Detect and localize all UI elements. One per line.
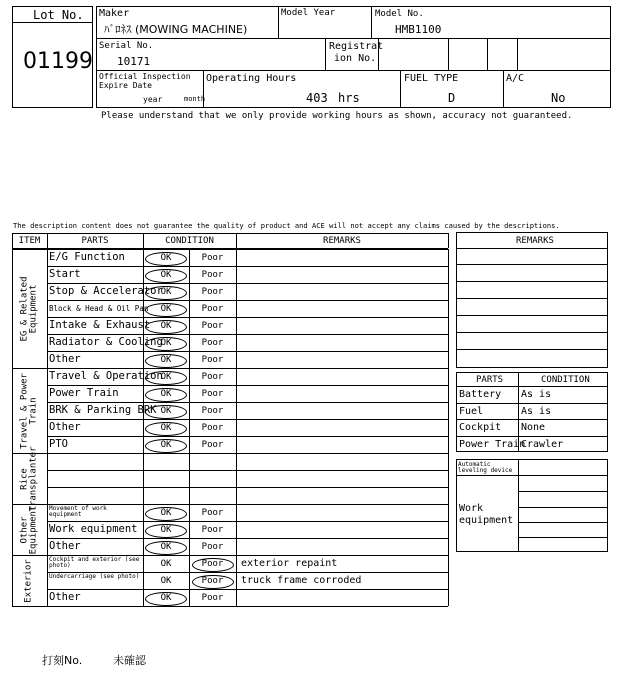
lot-divider — [12, 22, 93, 23]
poor-option: Poor — [201, 576, 224, 586]
parts-row-line — [456, 436, 608, 437]
ok-option: OK — [160, 423, 172, 433]
parts-header: PARTS — [476, 375, 504, 385]
right-remarks-box — [456, 232, 608, 368]
parts-row-condition: As is — [521, 389, 552, 400]
group-col-line — [448, 249, 449, 368]
selected-circle — [145, 337, 187, 351]
ok-option: OK — [160, 338, 172, 348]
part-label: E/G Function — [49, 251, 125, 264]
poor-option: Poor — [201, 338, 224, 348]
poor-option: Poor — [201, 372, 224, 382]
part-label: Other — [49, 591, 81, 604]
model-no-label: Model No. — [375, 9, 424, 19]
poor-option: Poor — [201, 508, 224, 518]
part-label: Movement of work equipment — [49, 505, 107, 519]
fuel-value: D — [448, 91, 456, 105]
group-label: Rice Transplanter — [19, 445, 39, 512]
col-line-modelyear — [278, 6, 279, 38]
ok-option: OK — [160, 253, 172, 263]
group-label: Exterior — [23, 558, 34, 603]
remark-text: truck frame corroded — [241, 574, 362, 586]
parts-row-part: Battery — [459, 389, 502, 400]
col-line-reg-b — [448, 38, 449, 70]
group-col-line — [12, 453, 13, 504]
header-col-line — [143, 233, 144, 248]
col-line-ac — [503, 70, 504, 108]
hours-unit: hrs — [338, 91, 360, 105]
table-row — [47, 351, 448, 368]
ok-option: OK — [160, 440, 172, 450]
model-no-value: HMB1100 — [395, 23, 442, 36]
selected-circle — [145, 405, 187, 419]
month-label: month — [184, 95, 206, 103]
work-line-c — [518, 507, 608, 508]
selected-circle — [192, 558, 234, 572]
ok-option: OK — [160, 355, 172, 365]
table-row — [47, 419, 448, 436]
selected-circle — [145, 422, 187, 436]
right-remarks-line — [456, 264, 608, 265]
group-label: Travel & Power Train — [19, 372, 39, 449]
work-line-b — [518, 491, 608, 492]
poor-option: Poor — [201, 423, 224, 433]
poor-option: Poor — [201, 321, 224, 331]
ok-option: OK — [160, 559, 172, 569]
right-remarks-line — [456, 248, 608, 249]
group-col-line — [448, 504, 449, 555]
work-line-a — [456, 475, 608, 476]
serial-label: Serial No. — [99, 41, 154, 51]
poor-option: Poor — [201, 525, 224, 535]
condition-header: CONDITION — [541, 375, 590, 385]
selected-circle — [145, 269, 187, 283]
poor-option: Poor — [201, 389, 224, 399]
inspection-label-2: Expire Date — [99, 81, 152, 90]
part-label: Undercarriage (see photo) — [49, 573, 140, 580]
poor-option: Poor — [201, 440, 224, 450]
selected-circle — [145, 286, 187, 300]
parts-row-part: Power Train — [459, 438, 526, 450]
serial-value: 10171 — [117, 55, 151, 68]
part-label: PTO — [49, 438, 68, 451]
ok-option: OK — [160, 406, 172, 416]
header-col-line — [448, 233, 449, 248]
hours-notice: Please understand that we only provide working hours as shown, accuracy not guaranteed. — [101, 111, 573, 121]
header-col-line — [12, 233, 13, 248]
selected-circle — [145, 354, 187, 368]
stamp-value: 未確認 — [113, 654, 146, 667]
selected-circle — [145, 388, 187, 402]
part-label: Work equipment — [49, 523, 138, 536]
poor-option: Poor — [201, 406, 224, 416]
part-label: Block & Head & Oil Pan — [49, 303, 149, 313]
right-remarks-line — [456, 349, 608, 350]
table-row — [47, 538, 448, 555]
ok-option: OK — [160, 542, 172, 552]
part-label: Other — [49, 540, 81, 553]
header-col-line — [236, 233, 237, 248]
selected-circle — [145, 320, 187, 334]
group-col-line — [448, 453, 449, 504]
ac-value: No — [551, 91, 566, 105]
right-remarks-line — [456, 332, 608, 333]
inspection-label-1: Official Inspection — [99, 72, 191, 81]
part-label: Travel & Operation — [49, 370, 163, 383]
hours-value: 403 — [306, 91, 328, 105]
selected-circle — [145, 541, 187, 555]
remark-text: exterior repaint — [241, 557, 338, 569]
part-label: Intake & Exhaust — [49, 319, 151, 332]
header-col-line — [47, 233, 48, 248]
selected-circle — [145, 592, 187, 606]
right-remarks-line — [456, 298, 608, 299]
right-remarks-header: REMARKS — [516, 236, 554, 246]
part-label: Power Train — [49, 387, 119, 400]
work-line-e — [518, 537, 608, 538]
table-row — [47, 589, 448, 606]
hours-label: Operating Hours — [206, 73, 297, 84]
group-col-line — [12, 249, 13, 368]
parts-row-condition: None — [521, 422, 546, 433]
selected-circle — [145, 303, 187, 317]
poor-option: Poor — [201, 270, 224, 280]
table-row — [47, 487, 448, 504]
ok-option: OK — [160, 508, 172, 518]
row-line-1 — [96, 38, 611, 39]
selected-circle — [145, 507, 187, 521]
ok-option: OK — [160, 287, 172, 297]
parts-row-condition: As is — [521, 405, 552, 417]
part-label: BRK & Parking BRK — [49, 404, 157, 417]
part-label: Cockpit and exterior (see photo) — [49, 556, 140, 570]
col-line-modelno — [371, 6, 372, 38]
table-row — [47, 470, 448, 487]
table-top-line — [12, 233, 448, 234]
right-remarks-line — [456, 315, 608, 316]
group-label: EG & Related Equipment — [19, 275, 39, 342]
maker-label: Maker — [99, 8, 130, 19]
col-condition-header: CONDITION — [165, 236, 214, 246]
poor-option: Poor — [201, 304, 224, 314]
year-label: year — [143, 95, 163, 104]
group-bottom-line — [12, 606, 448, 607]
poor-option: Poor — [201, 253, 224, 263]
group-col-line — [12, 504, 13, 555]
part-label: Other — [49, 421, 81, 434]
parts-row-condition: Crawler — [521, 438, 564, 450]
group-col-line — [448, 368, 449, 453]
group-col-line — [448, 555, 449, 606]
maker-value: ﾊﾞﾛﾈｽ (MOWING MACHINE) — [104, 23, 248, 36]
ok-option: OK — [160, 593, 172, 603]
poor-option: Poor — [201, 559, 224, 569]
group-label: Other Equipment — [19, 505, 39, 554]
col-line-fuel — [400, 70, 401, 108]
col-line-reg-c — [487, 38, 488, 70]
table-row — [47, 266, 448, 283]
col-line-reg-d — [517, 38, 518, 70]
auto-level-label: Automatic leveling device — [458, 461, 513, 475]
col-remarks-header: REMARKS — [323, 236, 361, 246]
ok-option: OK — [160, 304, 172, 314]
selected-circle — [145, 252, 187, 266]
parts-row-part: Cockpit — [459, 422, 502, 433]
ac-label: A/C — [506, 73, 525, 84]
row-line-2 — [96, 70, 611, 71]
lot-number: 01199 — [23, 49, 93, 74]
part-label: Radiator & Cooling — [49, 336, 163, 349]
lot-label: Lot No. — [33, 8, 84, 22]
selected-circle — [145, 524, 187, 538]
ok-option: OK — [160, 576, 172, 586]
ok-option: OK — [160, 525, 172, 535]
col-parts-header: PARTS — [81, 236, 109, 246]
registration-label-1: Registrat — [329, 41, 384, 52]
selected-circle — [145, 439, 187, 453]
ok-option: OK — [160, 321, 172, 331]
registration-label-2: ion No. — [334, 53, 377, 64]
selected-circle — [145, 371, 187, 385]
table-row — [47, 453, 448, 470]
disclaimer: The description content does not guarantee the quality of product and ACE will not accept any claims caused by the descriptions. — [13, 221, 560, 230]
part-label: Other — [49, 353, 81, 366]
poor-option: Poor — [201, 593, 224, 603]
col-item-header: ITEM — [18, 236, 41, 246]
work-line-d — [518, 522, 608, 523]
model-year-label: Model Year — [281, 8, 336, 18]
ok-option: OK — [160, 389, 172, 399]
group-col-line — [12, 368, 13, 453]
work-col-divider — [518, 459, 519, 552]
selected-circle — [192, 575, 234, 589]
ok-option: OK — [160, 372, 172, 382]
part-label: Start — [49, 268, 81, 281]
stamp-label: 打刻No. — [42, 654, 83, 667]
poor-option: Poor — [201, 287, 224, 297]
right-remarks-line — [456, 281, 608, 282]
poor-option: Poor — [201, 542, 224, 552]
group-col-line — [12, 555, 13, 606]
ok-option: OK — [160, 270, 172, 280]
parts-row-line — [456, 386, 608, 387]
poor-option: Poor — [201, 355, 224, 365]
part-label: Stop & Accelerator — [49, 285, 163, 298]
parts-row-part: Fuel — [459, 405, 484, 417]
col-line-registration — [325, 38, 326, 70]
parts-row-line — [456, 403, 608, 404]
table-row — [47, 436, 448, 453]
fuel-label: FUEL TYPE — [404, 73, 459, 84]
work-equipment-label: Work equipment — [459, 503, 514, 526]
parts-row-line — [456, 419, 608, 420]
